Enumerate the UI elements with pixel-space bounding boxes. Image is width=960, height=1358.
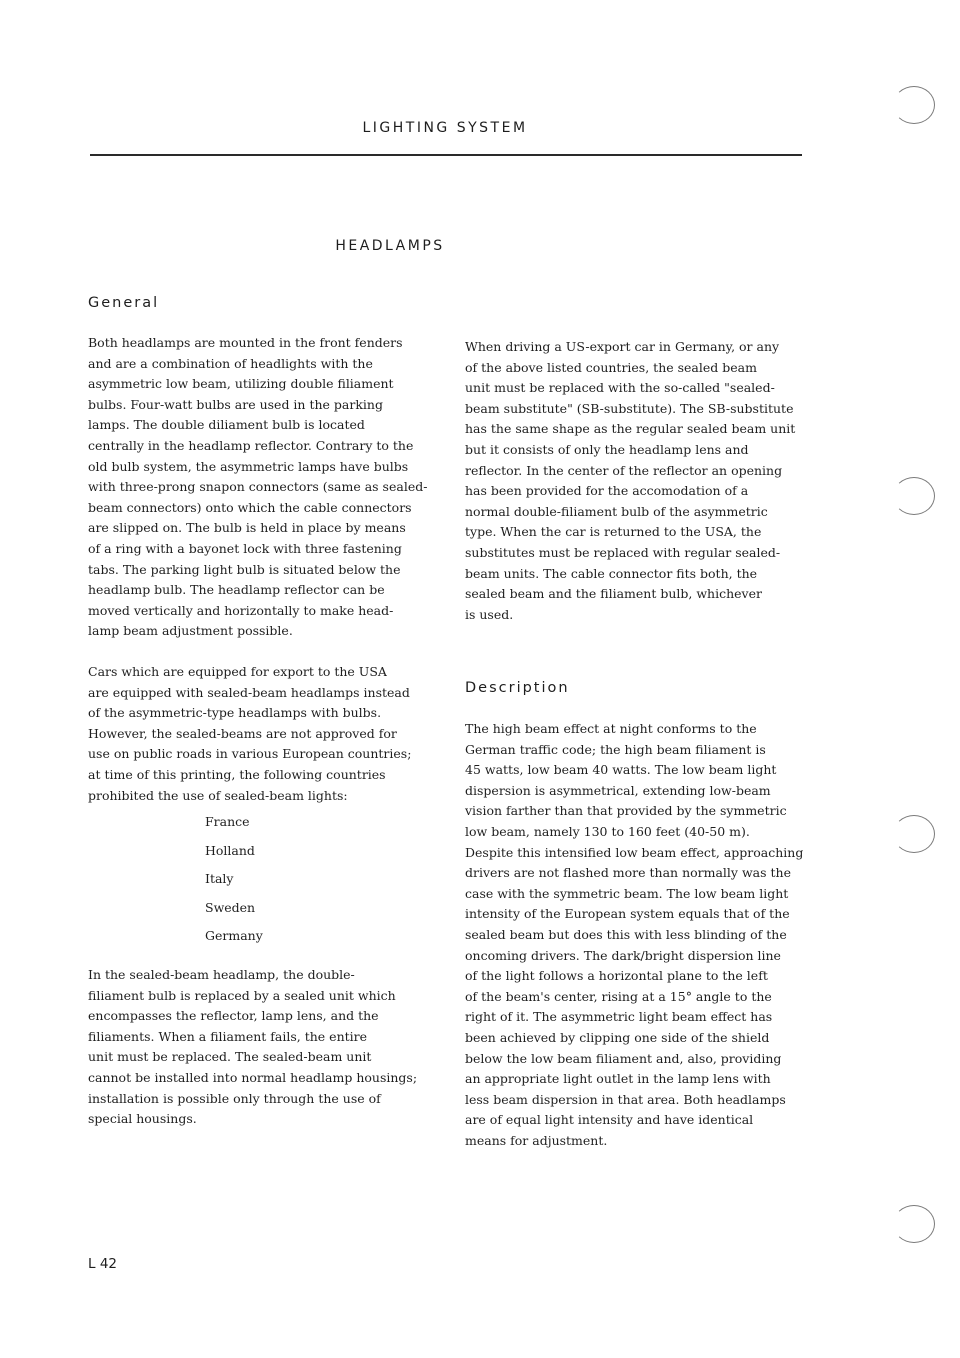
text-line: of the asymmetric-type headlamps with bulbs.	[88, 705, 382, 721]
text-line: unit must be replaced. The sealed-beam unit	[88, 1049, 372, 1065]
text-line: are of equal light intensity and have identical	[465, 1112, 754, 1128]
text-line: of the beam's center, rising at a 15° angle to the	[465, 988, 772, 1004]
text-line: beam substitute" (SB-substitute). The SB-substitute	[465, 400, 794, 416]
country-item: France	[205, 814, 250, 829]
text-line: right of it. The asymmetric light beam effect has	[465, 1009, 773, 1025]
text-line: low beam, namely 130 to 160 feet (40-50 m).	[465, 823, 750, 839]
text-line: unit must be replaced with the so-called "sealed-	[465, 380, 775, 396]
text-line: encompasses the reflector, lamp lens, and the	[88, 1008, 379, 1024]
text-line: has been provided for the accomodation of a	[465, 483, 749, 499]
page-number: L 42	[88, 1256, 117, 1272]
text-line: intensity of the European system equals that of the	[465, 906, 790, 922]
text-line: special housings.	[88, 1111, 197, 1127]
section-title: HEADLAMPS	[335, 238, 445, 254]
punch-hole-middle-lower	[893, 815, 935, 853]
sealed-beam-paragraph	[88, 965, 417, 1130]
text-line: means for adjustment.	[465, 1132, 608, 1148]
text-line: 45 watts, low beam 40 watts. The low beam light	[465, 762, 777, 778]
text-line: vision farther than that provided by the symmetric	[465, 803, 787, 819]
country-list	[205, 808, 263, 951]
text-line: less beam dispersion in that area. Both headlamps	[465, 1091, 786, 1107]
text-line: When driving a US-export car in Germany, or any	[465, 339, 780, 354]
text-line: reflector. In the center of the reflector an opening	[465, 462, 783, 478]
text-line: bulbs. Four-watt bulbs are used in the parking	[88, 396, 383, 412]
text-line: centrally in the headlamp reflector. Contrary to the	[88, 437, 414, 453]
text-line: are slipped on. The bulb is held in place by means	[88, 520, 406, 536]
text-line: beam connectors) onto which the cable connectors	[88, 499, 412, 515]
text-line: below the low beam filiament and, also, providing	[465, 1050, 782, 1066]
text-line: and are a combination of headlights with the	[88, 355, 373, 371]
text-line: lamp beam adjustment possible.	[88, 623, 293, 639]
text-line: asymmetric low beam, utilizing double filiament	[88, 376, 394, 392]
header-rule	[90, 154, 802, 156]
general-paragraph	[88, 333, 427, 642]
text-line: at time of this printing, the following countries	[88, 766, 386, 782]
text-line: However, the sealed-beams are not approved for	[88, 725, 397, 741]
text-line: an appropriate light outlet in the lamp lens with	[465, 1071, 771, 1087]
text-line: In the sealed-beam headlamp, the double-	[88, 967, 355, 982]
punch-hole-middle-upper	[893, 477, 935, 515]
text-line: normal double-filiament bulb of the asymmetric	[465, 503, 768, 519]
country-item: Sweden	[205, 899, 256, 915]
text-line: case with the symmetric beam. The low beam light	[465, 885, 789, 901]
text-line: but it consists of only the headlamp lens and	[465, 441, 749, 457]
punch-hole-top	[893, 86, 935, 124]
text-line: lamps. The double diliament bulb is located	[88, 417, 365, 433]
text-line: beam units. The cable connector fits both, the	[465, 565, 758, 581]
description-subheading: Description	[465, 680, 570, 696]
text-line: The high beam effect at night conforms to the	[465, 721, 757, 736]
text-line: type. When the car is returned to the USA, the	[465, 524, 762, 540]
text-line: sealed beam and the filiament bulb, whichever	[465, 586, 762, 602]
text-line: Both headlamps are mounted in the front fenders	[88, 335, 403, 350]
general-subheading: General	[88, 295, 160, 311]
country-item: Italy	[205, 871, 234, 886]
text-line: Cars which are equipped for export to the USA	[88, 664, 387, 679]
country-item: Germany	[205, 928, 263, 943]
text-line: drivers are not flashed more than normally was the	[465, 865, 791, 881]
text-line: filiaments. When a filiament fails, the entire	[88, 1028, 368, 1044]
text-line: prohibited the use of sealed-beam lights:	[88, 787, 348, 803]
text-line: dispersion is asymmetrical, extending low-beam	[465, 782, 771, 798]
text-line: cannot be installed into normal headlamp housings;	[88, 1069, 418, 1085]
export-paragraph	[88, 662, 411, 806]
text-line: headlamp bulb. The headlamp reflector can be	[88, 582, 385, 598]
description-paragraph	[465, 719, 803, 1151]
text-line: has the same shape as the regular sealed beam unit	[465, 421, 796, 437]
text-line: Despite this intensified low beam effect, approaching	[465, 844, 804, 860]
text-line: German traffic code; the high beam filiament is	[465, 741, 766, 757]
text-line: are equipped with sealed-beam headlamps instead	[88, 684, 410, 700]
text-line: been achieved by clipping one side of the shield	[465, 1029, 770, 1045]
punch-hole-bottom	[893, 1205, 935, 1243]
text-line: tabs. The parking light bulb is situated below the	[88, 561, 401, 577]
text-line: moved vertically and horizontally to make head-	[88, 602, 394, 618]
substitute-paragraph	[465, 337, 795, 625]
text-line: of the light follows a horizontal plane to the left	[465, 968, 768, 984]
text-line: filiament bulb is replaced by a sealed unit which	[88, 987, 396, 1003]
country-item: Holland	[205, 842, 255, 858]
running-header: LIGHTING SYSTEM	[362, 120, 528, 136]
text-line: old bulb system, the asymmetric lamps have bulbs	[88, 458, 409, 474]
text-line: with three-prong snapon connectors (same as sealed-	[88, 479, 428, 495]
text-line: of a ring with a bayonet lock with three fastening	[88, 540, 402, 556]
text-line: use on public roads in various European countries;	[88, 746, 412, 762]
text-line: substitutes must be replaced with regular sealed-	[465, 544, 781, 560]
text-line: of the above listed countries, the sealed beam	[465, 359, 757, 375]
text-line: installation is possible only through the use of	[88, 1090, 381, 1106]
text-line: oncoming drivers. The dark/bright dispersion line	[465, 947, 781, 963]
text-line: sealed beam but does this with less blinding of the	[465, 926, 787, 942]
text-line: is used.	[465, 606, 514, 622]
